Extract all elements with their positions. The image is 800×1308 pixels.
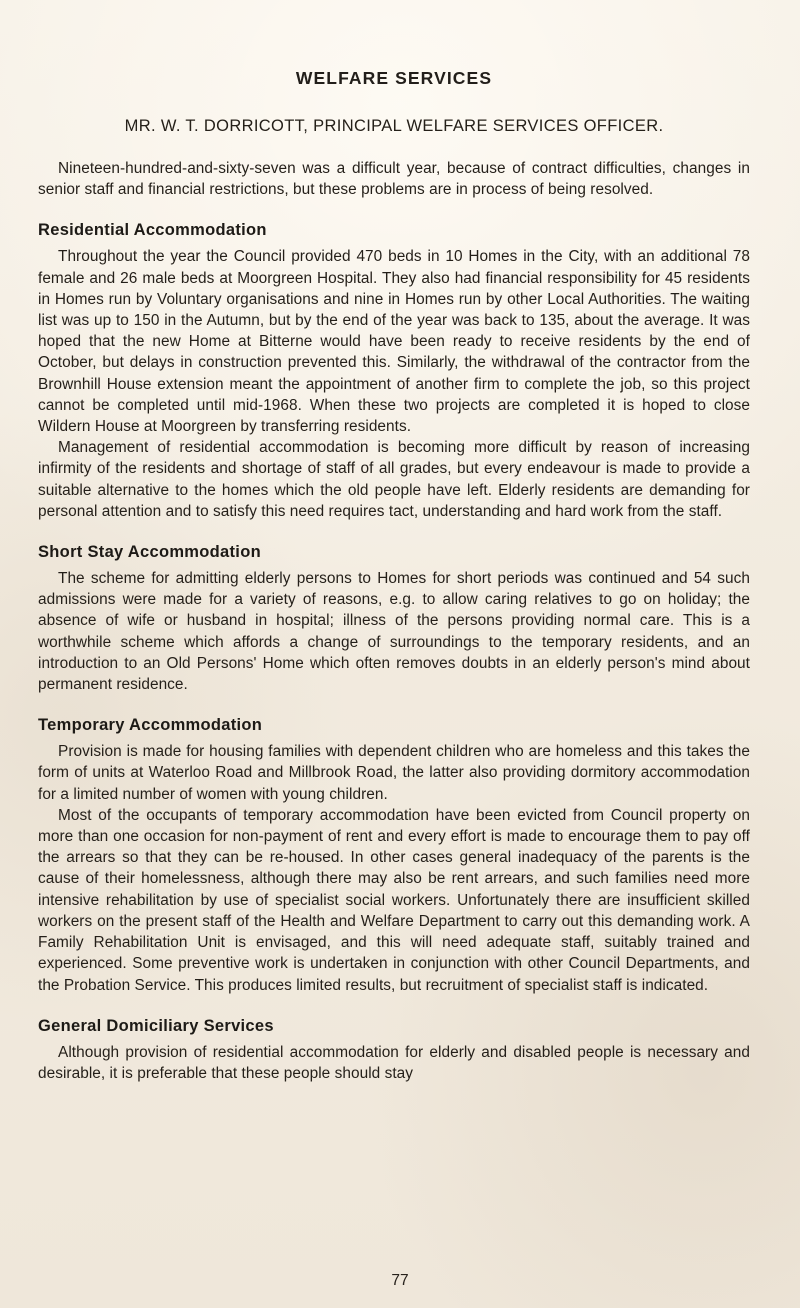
author-byline: MR. W. T. DORRICOTT, PRINCIPAL WELFARE SERVICES OFFICER. bbox=[124, 117, 664, 135]
spacer bbox=[38, 522, 750, 543]
page-content bbox=[38, 0, 750, 1308]
section-heading-residential-accommodation: Residential Accommodation bbox=[38, 221, 267, 240]
section-paragraph: Throughout the year the Council provided 470 beds in 10 Homes in the City, with an additional 78 female and 26 male beds at Moorgreen Hospital. They also had financial responsibility for 45 residents in Homes run by Voluntary organisations and nine in Homes run by other Local Authorities. The waiting list was up to 150 in the Autumn, but by the end of the year was back to 135, about the average. It was hoped that the new Home at Bitterne would have been ready to receive residents by the end of October, but delays in construction prevented this. Similarly, the withdrawal of the contractor from the Brownhill House extension meant the appointment of another firm to complete the job, so this project cannot be completed until mid-1968. When these two projects are completed it is hoped to close Wildern House at Moorgreen by transferring residents. bbox=[38, 248, 750, 436]
page-title: WELFARE SERVICES bbox=[295, 68, 493, 88]
spacer bbox=[38, 695, 750, 716]
intro-paragraph: Nineteen-hundred-and-sixty-seven was a difficult year, because of contract difficulties, changes in senior staff and financial restrictions, but these problems are in process of being resolved. bbox=[38, 160, 750, 199]
section-paragraph: Provision is made for housing families with dependent children who are homeless and this takes the form of units at Waterloo Road and Millbrook Road, the latter also providing dormitory accommodation for a limited number of women with young children. bbox=[38, 743, 750, 803]
spacer bbox=[38, 996, 750, 1017]
section-heading-general-domiciliary-services: General Domiciliary Services bbox=[38, 1016, 274, 1035]
section-heading-short-stay-accommodation: Short Stay Accommodation bbox=[38, 543, 261, 562]
section-paragraph: The scheme for admitting elderly persons to Homes for short periods was continued and 54 such admissions were made for a variety of reasons, e.g. to allow caring relatives to go on holiday; the absence of wife or husband in hospital; illness of the persons providing normal care. This is a worthwhile scheme which affords a change of surroundings to the temporary residents, and an introduction to an Old Persons' Home which often removes doubts in an elderly person's mind about permanent residence. bbox=[38, 570, 750, 694]
page-number: 77 bbox=[391, 1272, 409, 1289]
section-heading-temporary-accommodation: Temporary Accommodation bbox=[38, 716, 263, 735]
section-paragraph: Management of residential accommodation is becoming more difficult by reason of increasing infirmity of the residents and shortage of staff of all grades, but every endeavour is made to provide a suitable alternative to the homes which the old people have left. Elderly residents are demanding for personal attention and to satisfy this need requires tact, understanding and hard work from the staff. bbox=[38, 439, 750, 520]
spacer bbox=[38, 136, 750, 158]
section-paragraph: Although provision of residential accommodation for elderly and disabled people is necessary and desirable, it is preferable that these people should stay bbox=[38, 1043, 750, 1082]
section-paragraph: Most of the occupants of temporary accommodation have been evicted from Council property on more than one occasion for non-payment of rent and every effort is made to encourage them to pay off the arrears so that they can be re-housed. In other cases general inadequacy of the parents is the cause of their homelessness, although there may also be rent arrears, and such families need more intensive rehabilitation by use of specialist social workers. Unfortunately there are insufficient skilled workers on the present staff of the Health and Welfare Department to carry out this demanding work. A Family Rehabilitation Unit is envisaged, and this will need adequate staff, suitably trained and experienced. Some preventive work is undertaken in conjunction with other Council Departments, and the Probation Service. This produces limited results, but recruitment of specialist staff is indicated. bbox=[38, 806, 750, 994]
spacer bbox=[38, 200, 750, 221]
